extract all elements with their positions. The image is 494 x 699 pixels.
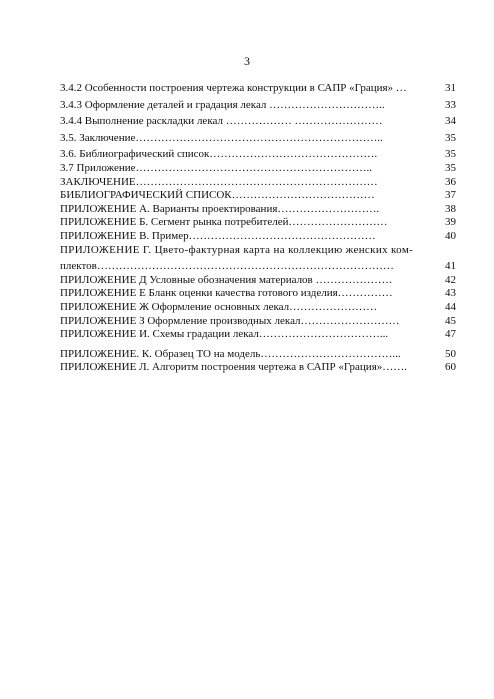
toc-entry-label: 3.5. Заключение………………………………………………………….. (60, 131, 383, 144)
toc-entry-label: ПРИЛОЖЕНИЕ В. Пример…………………………………………… (60, 229, 376, 242)
toc-entry-label: 3.6. Библиографический список………………………………………. (60, 148, 378, 161)
toc-entry-label: 3.7 Приложение……………………………………………………….. (60, 161, 373, 174)
toc-entry-label: ПРИЛОЖЕНИЕ И. Схемы градации лекал……………………………... (60, 328, 389, 341)
toc-entry-page: 50 (445, 347, 456, 360)
toc-entry-label: плектов……………………………………………………………………… (60, 260, 394, 273)
toc-entry-page: 31 (445, 82, 456, 94)
toc-entry-page: 37 (445, 189, 456, 202)
toc-entry-page: 60 (445, 361, 456, 374)
toc-entry-page: 35 (445, 148, 456, 161)
toc-entry-label: БИБЛИОГРАФИЧЕСКИЙ СПИСОК………………………………… (60, 189, 375, 202)
toc-entry-appendix-g-line1 (60, 244, 456, 258)
toc-entry-page: 41 (445, 260, 456, 273)
toc-entry-3-5 (60, 132, 456, 146)
toc-entry-appendix-v (60, 230, 456, 244)
toc-entry-appendix-b (60, 216, 456, 230)
toc-entry-label: ПРИЛОЖЕНИЕ Д Условные обозначения материалов ………………… (60, 273, 393, 286)
toc-entry-appendix-i (60, 328, 456, 342)
toc-entry-page: 44 (445, 300, 456, 313)
toc-entry-page: 45 (445, 314, 456, 327)
toc-entry-page: 35 (445, 161, 456, 174)
toc-entry-appendix-z (60, 315, 456, 329)
toc-entry-3-7 (60, 162, 456, 176)
toc-entry-label: 3.4.2 Особенности построения чертежа конструкции в САПР «Грация» … (60, 82, 407, 94)
toc-entry-page: 39 (445, 216, 456, 229)
toc-entry-page: 43 (445, 287, 456, 300)
toc-entry-3-4-3 (60, 99, 456, 113)
toc-entry-page: 33 (445, 98, 456, 111)
toc-entry-appendix-zh (60, 301, 456, 315)
toc-entry-page: 34 (445, 115, 456, 128)
toc-entry-page: 47 (445, 328, 456, 341)
toc-entry-conclusion (60, 176, 456, 190)
toc-entry-3-6 (60, 148, 456, 162)
toc-entry-label: ЗАКЛЮЧЕНИЕ………………………………………………………… (60, 175, 378, 188)
toc-entry-appendix-e (60, 287, 456, 301)
page-number: 3 (244, 54, 250, 68)
toc-entry-3-4-4 (60, 115, 456, 129)
toc-entry-page: 36 (445, 175, 456, 188)
toc-entry-label: ПРИЛОЖЕНИЕ Г. Цвето-фактурная карта на коллекцию женских ком- (60, 243, 414, 256)
toc-entry-label: 3.4.3 Оформление деталей и градация лекал ………………………….. (60, 98, 385, 111)
toc-entry-appendix-k (60, 348, 456, 362)
toc-entry-label: ПРИЛОЖЕНИЕ Ж Оформление основных лекал…………………… (60, 300, 378, 313)
toc-entry-appendix-a (60, 203, 456, 217)
toc-entry-page: 35 (445, 131, 456, 144)
toc-entry-label: 3.4.4 Выполнение раскладки лекал ……………… …………………… (60, 115, 383, 128)
toc-entry-appendix-d (60, 274, 456, 288)
toc-entry-3-4-2 (60, 82, 456, 96)
toc-entry-page: 40 (445, 229, 456, 242)
toc-entry-label: ПРИЛОЖЕНИЕ. К. Образец ТО на модель………………………………... (60, 347, 401, 360)
toc-entry-label: ПРИЛОЖЕНИЕ Е Бланк оценки качества готового изделия…………… (60, 287, 393, 300)
toc-entry-label: ПРИЛОЖЕНИЕ З Оформление производных лекал……………………… (60, 314, 400, 327)
table-of-contents (60, 82, 456, 375)
toc-entry-appendix-g-line2 (60, 260, 456, 274)
toc-entry-label: ПРИЛОЖЕНИЕ А. Варианты проектирования………………………. (60, 202, 380, 215)
toc-entry-page: 42 (445, 273, 456, 286)
toc-entry-appendix-l (60, 361, 456, 375)
toc-entry-page: 38 (445, 202, 456, 215)
toc-entry-label: ПРИЛОЖЕНИЕ Л. Алгоритм построения чертежа в САПР «Грация»……. (60, 361, 407, 374)
toc-entry-bibliography (60, 189, 456, 203)
toc-entry-label: ПРИЛОЖЕНИЕ Б. Сегмент рынка потребителей……………………… (60, 216, 388, 229)
